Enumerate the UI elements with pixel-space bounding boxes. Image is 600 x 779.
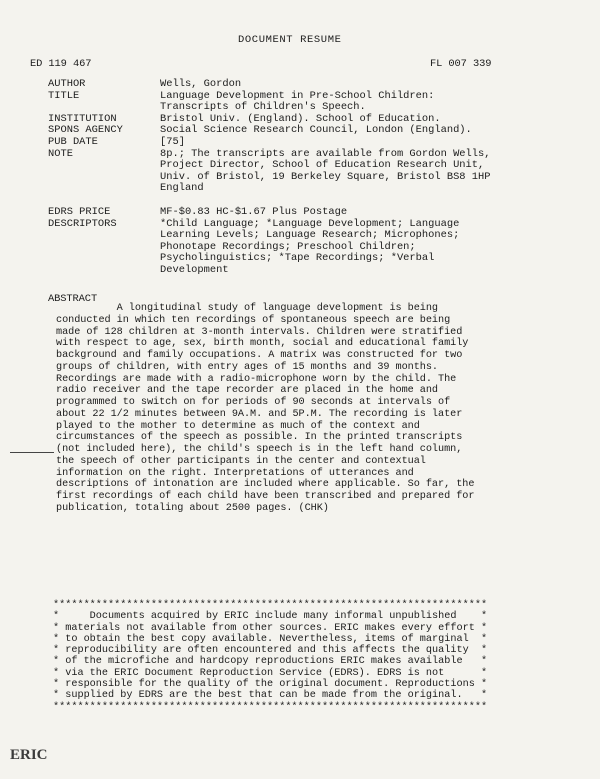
document-title: DOCUMENT RESUME xyxy=(238,34,342,46)
bibliographic-fields xyxy=(48,79,490,277)
fl-number: FL 007 339 xyxy=(430,58,492,70)
field-title xyxy=(48,91,490,114)
field-value: [75] xyxy=(160,135,185,148)
field-label: EDRS PRICE xyxy=(48,205,111,218)
field-note xyxy=(48,149,490,195)
margin-mark xyxy=(10,452,54,453)
field-author xyxy=(48,79,490,91)
abstract-label: ABSTRACT xyxy=(48,293,98,305)
eric-logo-text: ERIC xyxy=(10,747,48,763)
field-label: NOTE xyxy=(48,147,73,160)
field-label: TITLE xyxy=(48,89,80,102)
field-label: SPONS AGENCY xyxy=(48,124,123,137)
field-value: Language Development in Pre-School Children: Transcripts of Children's Speech. xyxy=(160,89,435,114)
field-spons-agency xyxy=(48,125,490,137)
field-label: PUB DATE xyxy=(48,135,98,148)
field-descriptors xyxy=(48,219,490,277)
field-value: *Child Language; *Language Development; Language Learning Levels; Language Research; Microphones; Phonotape Recordings; Preschool Children; Psycholinguistics; *Tape Recordings; *Verbal Development xyxy=(160,217,460,276)
field-label: AUTHOR xyxy=(48,78,86,90)
field-label: DESCRIPTORS xyxy=(48,217,117,230)
eric-notice-box: *********************************************************************** * Documents acquired by ERIC include many informal unpublished * * materials not available from other sources. ERIC makes every effort * * to obtain the best copy available. Nevertheless, items of marginal * * reproducibility are often encountered and this affects the quality * * of the microfiche and hardcopy reproductions ERIC makes available * * via the ERIC Document Reproduction Service (EDRS). EDRS is not * * responsible for the quality of the original document. Reproductions * * supplied by EDRS are the best that can be made from the original. * *********************************************************************** xyxy=(53,600,488,713)
field-value: Bristol Univ. (England). School of Education. xyxy=(160,112,441,125)
field-edrs-price xyxy=(48,207,490,219)
field-value: MF-$0.83 HC-$1.67 Plus Postage xyxy=(160,205,348,218)
eric-logo xyxy=(9,740,48,770)
abstract-text: A longitudinal study of language development is being conducted in which ten recordings of spontaneous speech are being made of 128 children at 3-month intervals. Children were stratified with respect to age, sex, birth month, social and educational family background and family occupations. A matrix was constructed for two groups of children, with entry ages of 15 months and 39 months. Recordings are made with a radio-microphone worn by the child. The radio receiver and the tape recorder are placed in the home and programmed to switch on for periods of 90 seconds at intervals of about 22 1/2 minutes between 9A.M. and 5P.M. The recording is later played to the mother to determine as much of the context and circumstances of the speech as possible. In the printed transcripts (not included here), the child's speech is in the left hand column, the speech of other participants in the center and contextual information on the right. Interpretations of utterances and descriptions of intonation are included where applicable. So far, the first recordings of each child have been transcribed and prepared for publication, totaling about 2500 pages. (CHK) xyxy=(56,303,475,514)
field-value: Social Science Research Council, London (England). xyxy=(160,124,472,137)
field-label: INSTITUTION xyxy=(48,112,117,125)
field-value: Wells, Gordon xyxy=(160,78,242,90)
field-pub-date xyxy=(48,137,490,149)
field-value: 8p.; The transcripts are available from Gordon Wells, Project Director, School of Education Research Unit, Univ. of Bristol, 19 Berkeley Square, Bristol BS8 1HP England xyxy=(160,147,491,195)
ed-number: ED 119 467 xyxy=(30,58,92,70)
